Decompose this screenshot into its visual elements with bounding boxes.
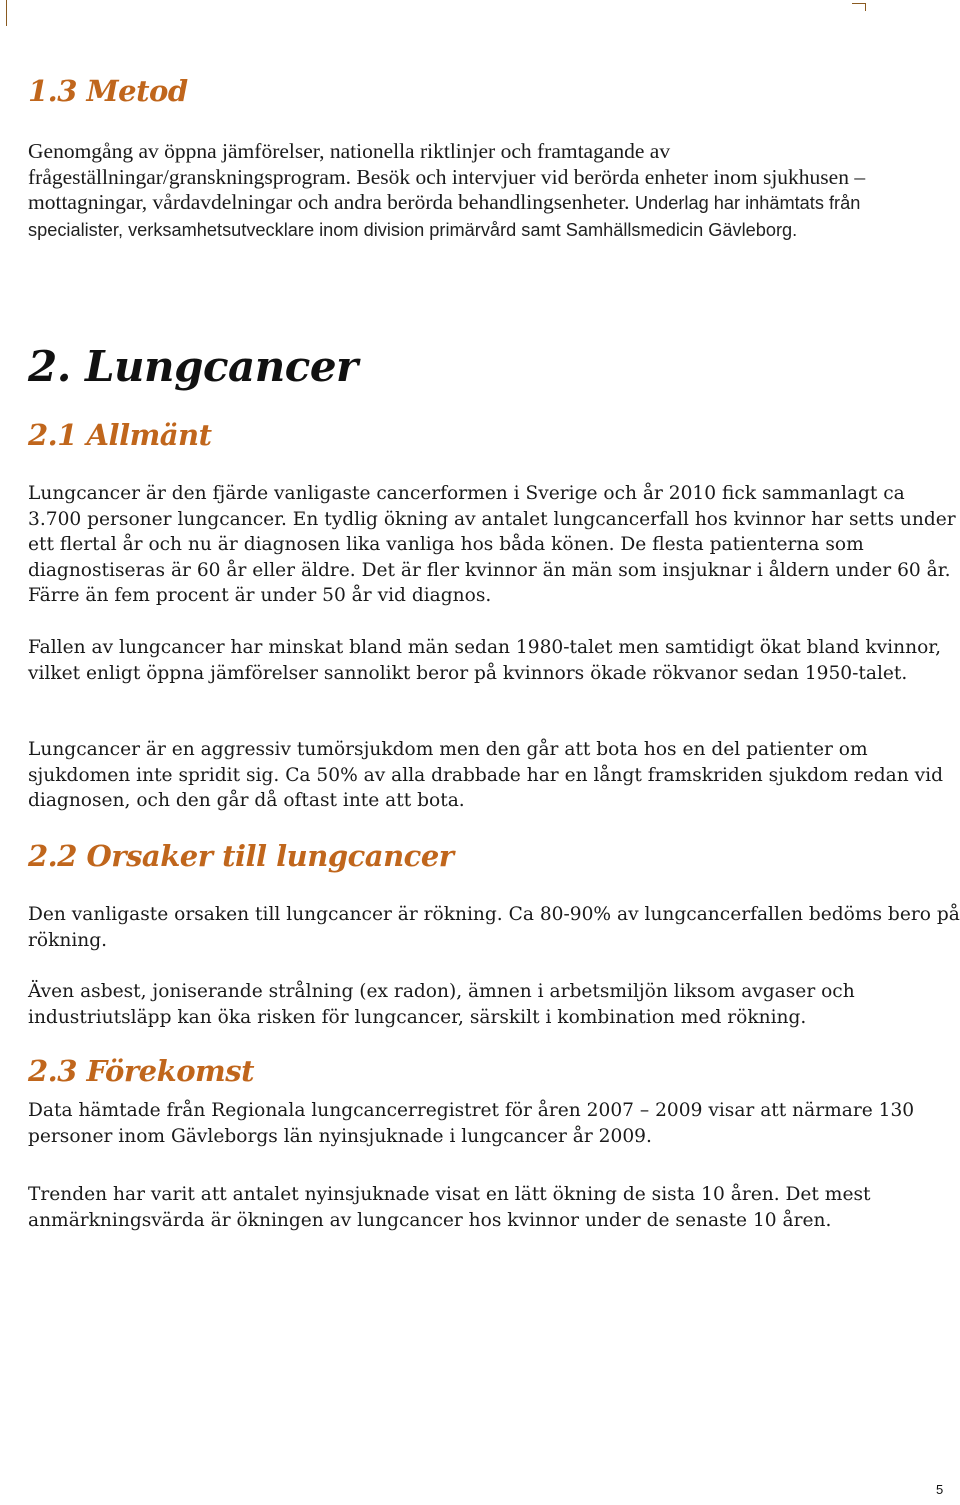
- paragraph-allmant-2: Fallen av lungcancer har minskat bland män sedan 1980-talet men samtidigt ökat bland kvinnor, vilket enligt öppna jämförelser sannolikt beror på kvinnors ökade rökvanor sedan 1950-talet.: [28, 637, 942, 684]
- paragraph-metod-serif: Genomgång av öppna jämförelser, nationella riktlinjer och framtagande av frågeställningar/granskningsprogram. Besök och intervjuer vid berörda enheter inom sjukhusen – mottagningar, vårdavdelningar och andra berörda behandlingsenheter.: [28, 139, 866, 214]
- page-corner-mark-left: [6, 0, 7, 26]
- page-corner-mark-right: [852, 3, 866, 4]
- page-number: 5: [936, 1482, 944, 1497]
- paragraph-orsaker-1: Den vanligaste orsaken till lungcancer är rökning. Ca 80-90% av lungcancerfallen bedöms bero på rökning.: [28, 904, 960, 951]
- paragraph-allmant-3: Lungcancer är en aggressiv tumörsjukdom men den går att bota hos en del patienter om sjukdomen inte spridit sig. Ca 50% av alla drabbade har en långt framskriden sjukdom redan vid diagnosen, och den går då oftast inte att bota.: [28, 739, 943, 811]
- paragraph-allmant-1: Lungcancer är den fjärde vanligaste cancerformen i Sverige och år 2010 fick sammanlagt ca 3.700 personer lungcancer. En tydlig ökning av antalet lungcancerfall hos kvinnor har setts under ett flertal år och nu är diagnosen lika vanliga hos båda könen. De flesta patienterna som diagnostiseras är 60 år eller äldre. Det är fler kvinnor än män som insjuknar i åldern under 60 år. Färre än fem procent är under 50 år vid diagnos.: [28, 483, 956, 606]
- chapter-heading-lungcancer: 2. Lungcancer: [28, 342, 358, 391]
- paragraph-orsaker-2: Även asbest, joniserande strålning (ex radon), ämnen i arbetsmiljön liksom avgaser och industriutsläpp kan öka risken för lungcancer, särskilt i kombination med rökning.: [28, 981, 855, 1028]
- paragraph-metod: [28, 139, 958, 243]
- section-heading-allmant: 2.1 Allmänt: [28, 418, 212, 452]
- paragraph-forekomst-1: Data hämtade från Regionala lungcancerregistret för åren 2007 – 2009 visar att närmare 130 personer inom Gävleborgs län nyinsjuknade i lungcancer år 2009.: [28, 1100, 915, 1147]
- section-heading-metod: 1.3 Metod: [28, 74, 188, 108]
- section-heading-orsaker: 2.2 Orsaker till lungcancer: [28, 839, 454, 873]
- section-heading-forekomst: 2.3 Förekomst: [28, 1054, 254, 1088]
- paragraph-metod-sans: Underlag har inhämtats från specialister, verksamhetsutvecklare inom division primärvård samt Samhällsmedicin Gävleborg.: [28, 193, 861, 240]
- paragraph-forekomst-2: Trenden har varit att antalet nyinsjuknade visat en lätt ökning de sista 10 åren. Det mest anmärkningsvärda är ökningen av lungcancer hos kvinnor under de senaste 10 åren.: [28, 1184, 871, 1231]
